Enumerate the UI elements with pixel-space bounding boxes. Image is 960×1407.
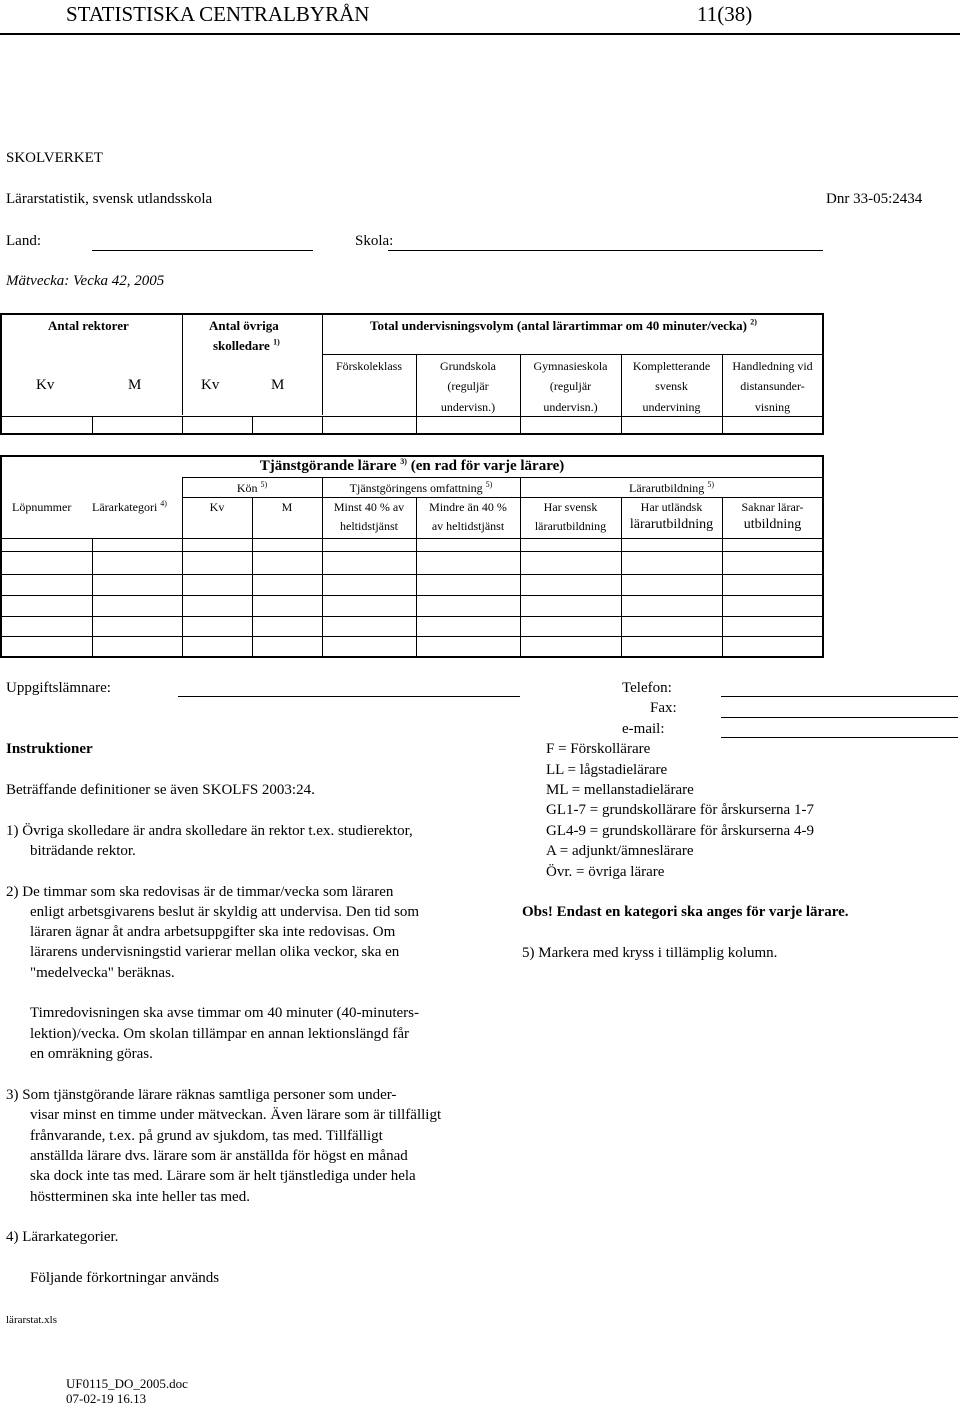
svensk-line2: lärarutbildning bbox=[534, 519, 607, 533]
note2-line3: läraren ägnar åt andra arbetsuppgifter ska inte redovisas. Om bbox=[30, 924, 396, 940]
category-f: F = Förskollärare bbox=[546, 741, 651, 757]
category-ovr: Övr. = övriga lärare bbox=[546, 864, 665, 880]
note1-line2: biträdande rektor. bbox=[30, 843, 136, 859]
land-label: Land: bbox=[6, 233, 41, 249]
grundskola-line2: (reguljär bbox=[447, 379, 489, 393]
note4: 4) Lärarkategorier. bbox=[6, 1229, 119, 1245]
rektor-m: M bbox=[128, 377, 142, 393]
kv-heading: Kv bbox=[209, 500, 225, 514]
timredovisning-line2: lektion)/vecka. Om skolan tillämpar en annan lektionslängd får bbox=[30, 1026, 410, 1042]
skola-label: Skola: bbox=[355, 233, 394, 249]
timredovisning-line1: Timredovisningen ska avse timmar om 40 minuter (40-minuters- bbox=[30, 1005, 419, 1021]
teacher-table-title: Tjänstgörande lärare $^{3)}$ (en rad för varje lärare) bbox=[259, 457, 565, 474]
utlandsk-line1: Har utländsk bbox=[640, 500, 703, 514]
note4-sub: Följande förkortningar används bbox=[30, 1270, 220, 1286]
note3-line1: 3) Som tjänstgörande lärare räknas samtliga personer som under- bbox=[6, 1087, 397, 1103]
skolledare-kv: Kv bbox=[201, 377, 220, 393]
saknar-line1: Saknar lärar- bbox=[741, 500, 804, 514]
fax-label: Fax: bbox=[650, 700, 677, 716]
page-number: 11(38) bbox=[697, 2, 753, 26]
total-volume-heading: Total undervisningsvolym (antal lärartimmar om 40 minuter/vecka) $^{2)}$ bbox=[370, 317, 757, 333]
grundskola-line1: Grundskola bbox=[440, 359, 496, 373]
dnr: Dnr 33-05:2434 bbox=[826, 191, 923, 207]
note3-line3: frånvarande, t.ex. på grund av sjukdom, tas med. Tillfälligt bbox=[30, 1128, 383, 1144]
gymnasieskola-line1: Gymnasieskola bbox=[533, 359, 608, 373]
note1-line1: 1) Övriga skolledare är andra skolledare än rektor t.ex. studierektor, bbox=[6, 823, 413, 839]
omfattning-heading: Tjänstgöringens omfattning $^{5)}$ bbox=[349, 480, 493, 495]
minst-line2: heltidstjänst bbox=[340, 519, 398, 533]
org-name: STATISTISKA CENTRALBYRÅN bbox=[66, 2, 370, 26]
minst-line1: Minst 40 % av bbox=[333, 500, 405, 514]
svensk-line1: Har svensk bbox=[543, 500, 598, 514]
doc-date: 07-02-19 16.13 bbox=[66, 1391, 147, 1406]
handledning-line3: visning bbox=[754, 400, 791, 414]
forskoleklass: Förskoleklass bbox=[336, 359, 402, 373]
handledning-line1: Handledning vid bbox=[732, 359, 813, 373]
utlandsk-line2: lärarutbildning bbox=[629, 517, 714, 532]
skolledare-m: M bbox=[271, 377, 285, 393]
form-title: Lärarstatistik, svensk utlandsskola bbox=[6, 191, 213, 207]
kompletterande-line1: Kompletterande bbox=[632, 359, 711, 373]
gymnasieskola-line3: undervisn.) bbox=[543, 400, 598, 414]
lararutbildning-heading: Lärarutbildning $^{5)}$ bbox=[629, 480, 714, 495]
timredovisning-line3: en omräkning göras. bbox=[30, 1046, 153, 1062]
telefon-label: Telefon: bbox=[622, 680, 672, 696]
saknar-line2: utbildning bbox=[743, 517, 802, 532]
note2-line4: lärarens undervisningstid varierar mellan olika veckor, ska en bbox=[30, 944, 400, 960]
lopnummer-heading: Löpnummer bbox=[12, 500, 72, 514]
rektor-kv: Kv bbox=[36, 377, 55, 393]
note5: 5) Markera med kryss i tillämplig kolumn. bbox=[522, 945, 778, 961]
grundskola-line3: undervisn.) bbox=[440, 400, 496, 414]
lararkategori-heading: Lärarkategori $^{4)}$ bbox=[92, 499, 167, 514]
note2-line5: "medelvecka" beräknas. bbox=[30, 965, 175, 981]
category-gl49: GL4-9 = grundskollärare för årskurserna 4-9 bbox=[546, 823, 814, 839]
telefon-field[interactable] bbox=[721, 696, 958, 697]
fax-field[interactable] bbox=[721, 717, 958, 718]
email-label: e-mail: bbox=[622, 721, 665, 737]
instructions-heading: Instruktioner bbox=[6, 741, 93, 757]
note3-line6: höstterminen ska inte heller tas med. bbox=[30, 1189, 250, 1205]
email-field[interactable] bbox=[721, 737, 958, 738]
category-ml: ML = mellanstadielärare bbox=[546, 782, 694, 798]
category-ll: LL = lågstadielärare bbox=[546, 762, 668, 778]
m-heading: M bbox=[281, 500, 293, 514]
obs-note: Obs! Endast en kategori ska anges för varje lärare. bbox=[522, 904, 849, 920]
antal-rektorer: Antal rektorer bbox=[48, 318, 129, 333]
note2-line1: 2) De timmar som ska redovisas är de timmar/vecka som läraren bbox=[6, 884, 394, 900]
agency-name: SKOLVERKET bbox=[6, 150, 103, 166]
doc-name: UF0115_DO_2005.doc bbox=[66, 1376, 188, 1391]
antal-ovriga-line1: Antal övriga bbox=[209, 318, 279, 333]
handledning-line2: distansunder- bbox=[740, 379, 805, 393]
kompletterande-line3: undervining bbox=[642, 400, 701, 414]
header-rule bbox=[0, 33, 960, 35]
antal-ovriga-line2: skolledare $^{1)}$ bbox=[213, 337, 280, 353]
category-gl17: GL1-7 = grundskollärare för årskurserna 1-7 bbox=[546, 802, 814, 818]
gymnasieskola-line2: (reguljär bbox=[549, 379, 592, 393]
note2-line2: enligt arbetsgivarens beslut är skyldig att undervisa. Den tid som bbox=[30, 904, 420, 920]
skola-field[interactable] bbox=[388, 250, 823, 251]
matvecka: Mätvecka: Vecka 42, 2005 bbox=[6, 273, 165, 289]
mindre-line1: Mindre än 40 % bbox=[429, 500, 507, 514]
category-a: A = adjunkt/ämneslärare bbox=[546, 843, 694, 859]
kompletterande-line2: svensk bbox=[655, 379, 688, 393]
uppgiftslamnare-label: Uppgiftslämnare: bbox=[6, 680, 111, 696]
file-name: lärarstat.xls bbox=[6, 1314, 58, 1326]
note3-line2: visar minst en timme under mätveckan. Även lärare som är tillfälligt bbox=[30, 1107, 442, 1123]
note3-line4: anställda lärare dvs. lärare som är anställda för högst en månad bbox=[30, 1148, 408, 1164]
land-field[interactable] bbox=[92, 250, 313, 251]
mindre-line2: av heltidstjänst bbox=[431, 519, 505, 533]
note3-line5: ska dock inte tas med. Lärare som är helt tjänstlediga under hela bbox=[30, 1168, 416, 1184]
kon-heading: Kön $^{5)}$ bbox=[236, 480, 268, 495]
uppgiftslamnare-field[interactable] bbox=[178, 696, 520, 697]
definitions-note: Beträffande definitioner se även SKOLFS 2003:24. bbox=[6, 782, 315, 798]
